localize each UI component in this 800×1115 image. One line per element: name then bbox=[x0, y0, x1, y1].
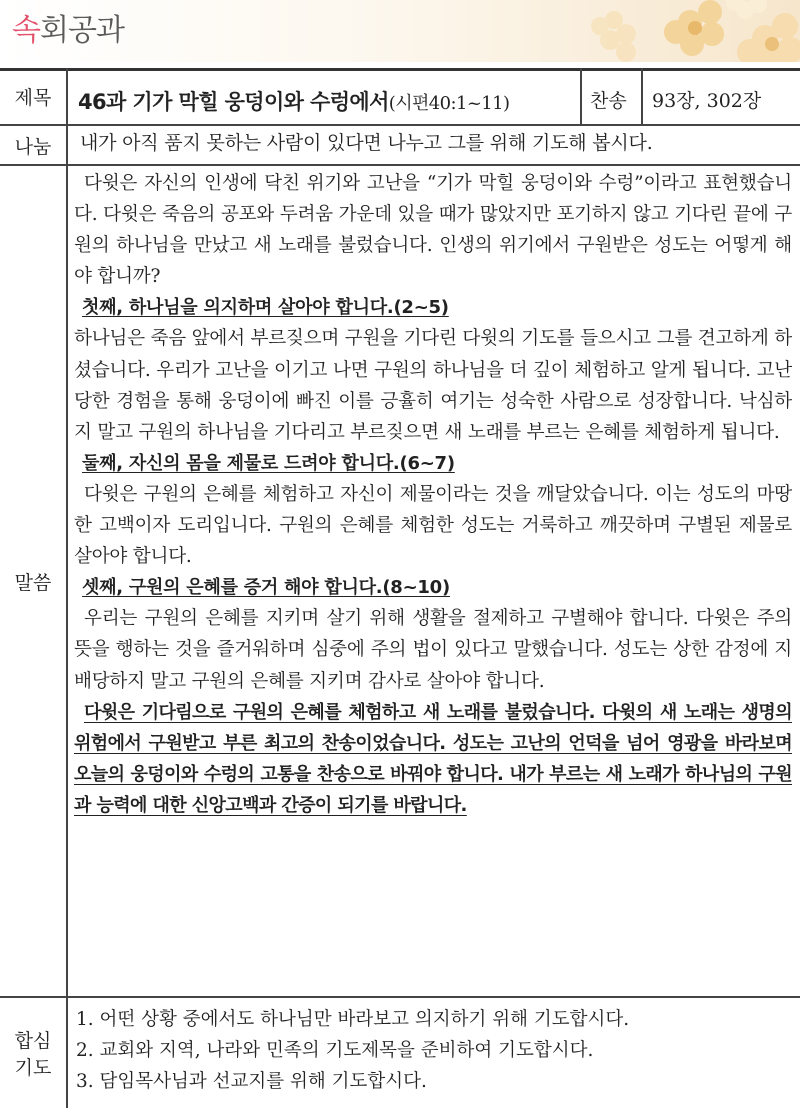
point-3-text: 우리는 구원의 은혜를 지키며 살기 위해 생활을 절제하고 구별해야 합니다. 다윗은 주의 뜻을 행하는 것을 즐거워하며 심중에 주의 법이 있다고 말했습니다. 성도는 상한 감정에 지배당하지 말고 구원의 은혜를 지키며 감사로 살아야 합니다. bbox=[74, 608, 792, 692]
share-label: 나눔 bbox=[14, 135, 52, 158]
lesson-scripture-ref: (시편40:1~11) bbox=[388, 93, 510, 114]
flower-decoration-icon bbox=[540, 0, 800, 62]
lesson-table bbox=[0, 68, 800, 1108]
point-3-heading: 셋째, 구원의 은혜를 증거 해야 합니다.(8~10) bbox=[82, 577, 450, 599]
brand-accent-char: 속 bbox=[12, 13, 40, 48]
prayer-item: 1. 어떤 상황 중에서도 하나님만 바라보고 의지하기 위해 기도합시다. bbox=[76, 1009, 630, 1030]
prayer-list bbox=[76, 1004, 629, 1097]
table-top-border bbox=[0, 68, 800, 71]
sermon-conclusion: 다윗은 기다림으로 구원의 은혜를 체험하고 새 노래를 불렀습니다. 다윗의 새 노래는 생명의 위험에서 구원받고 부른 최고의 찬송이었습니다. 성도는 고난의 언덕을 넘어 영광을 바라보며 오늘의 웅덩이와 수렁의 고통을 찬송으로 바꿔야 합니다. 내가 부르는 새 노래가 하나님의 구원과 능력에 대한 신앙고백과 간증이 되기를 바랍니다. bbox=[74, 701, 792, 816]
prayer-label-line-1: 합심 bbox=[14, 1030, 52, 1052]
lesson-title bbox=[78, 86, 509, 116]
hymn-divider bbox=[641, 68, 643, 124]
sermon-body bbox=[74, 168, 792, 821]
lesson-title-main: 46과 기가 막힐 웅덩이와 수렁에서 bbox=[78, 90, 389, 114]
word-label: 말씀 bbox=[14, 571, 52, 594]
prayer-label bbox=[0, 998, 66, 1108]
row-divider bbox=[0, 164, 800, 166]
brand-title bbox=[12, 5, 124, 49]
prayer-item: 3. 담임목사님과 선교지를 위해 기도합시다. bbox=[76, 1071, 427, 1092]
row-divider bbox=[0, 124, 800, 126]
prayer-label-line-2: 기도 bbox=[14, 1057, 52, 1079]
title-label: 제목 bbox=[14, 86, 52, 109]
share-text: 내가 아직 품지 못하는 사람이 있다면 나누고 그를 위해 기도해 봅시다. bbox=[80, 132, 653, 154]
hymn-divider bbox=[580, 68, 582, 124]
point-2-text: 다윗은 구원의 은혜를 체험하고 자신이 제물이라는 것을 깨달았습니다. 이는 성도의 마땅한 고백이자 도리입니다. 구원의 은혜를 체험한 성도는 거룩하고 깨끗하며 구별된 제물로 살아야 합니다. bbox=[74, 483, 792, 568]
hymn-numbers: 93장, 302장 bbox=[652, 90, 762, 112]
prayer-item: 2. 교회와 지역, 나라와 민족의 기도제목을 준비하여 기도합시다. bbox=[76, 1040, 594, 1061]
page-header bbox=[0, 0, 800, 62]
hymn-label: 찬송 bbox=[590, 90, 627, 112]
label-column-divider bbox=[66, 68, 68, 1108]
brand-rest-text: 회공과 bbox=[39, 13, 124, 48]
point-1-text: 하나님은 죽음 앞에서 부르짖으며 구원을 기다린 다윗의 기도를 들으시고 그를 견고하게 하셨습니다. 우리가 고난을 이기고 나면 구원의 하나님을 더 깊이 체험하고 알게 됩니다. 고난 당한 경험을 통해 웅덩이에 빠진 이를 긍휼히 여기는 성숙한 사람으로 성장합니다. 낙심하지 말고 구원의 하나님을 기다리고 부르짖으면 새 노래를 부르는 은혜를 체험하게 됩니다. bbox=[74, 328, 792, 443]
point-2-heading: 둘째, 자신의 몸을 제물로 드려야 합니다.(6~7) bbox=[82, 452, 455, 474]
sermon-intro: 다윗은 자신의 인생에 닥친 위기와 고난을 “기가 막힐 웅덩이와 수렁”이라고 표현했습니다. 다윗은 죽음의 공포와 두려움 가운데 있을 때가 많았지만 포기하지 않고 기다린 끝에 구원의 하나님을 만났고 새 노래를 불렀습니다. 인생의 위기에서 구원받은 성도는 어떻게 해야 합니까? bbox=[74, 173, 792, 288]
row-divider bbox=[0, 996, 800, 998]
point-1-heading: 첫째, 하나님을 의지하며 살아야 합니다.(2~5) bbox=[82, 297, 449, 319]
